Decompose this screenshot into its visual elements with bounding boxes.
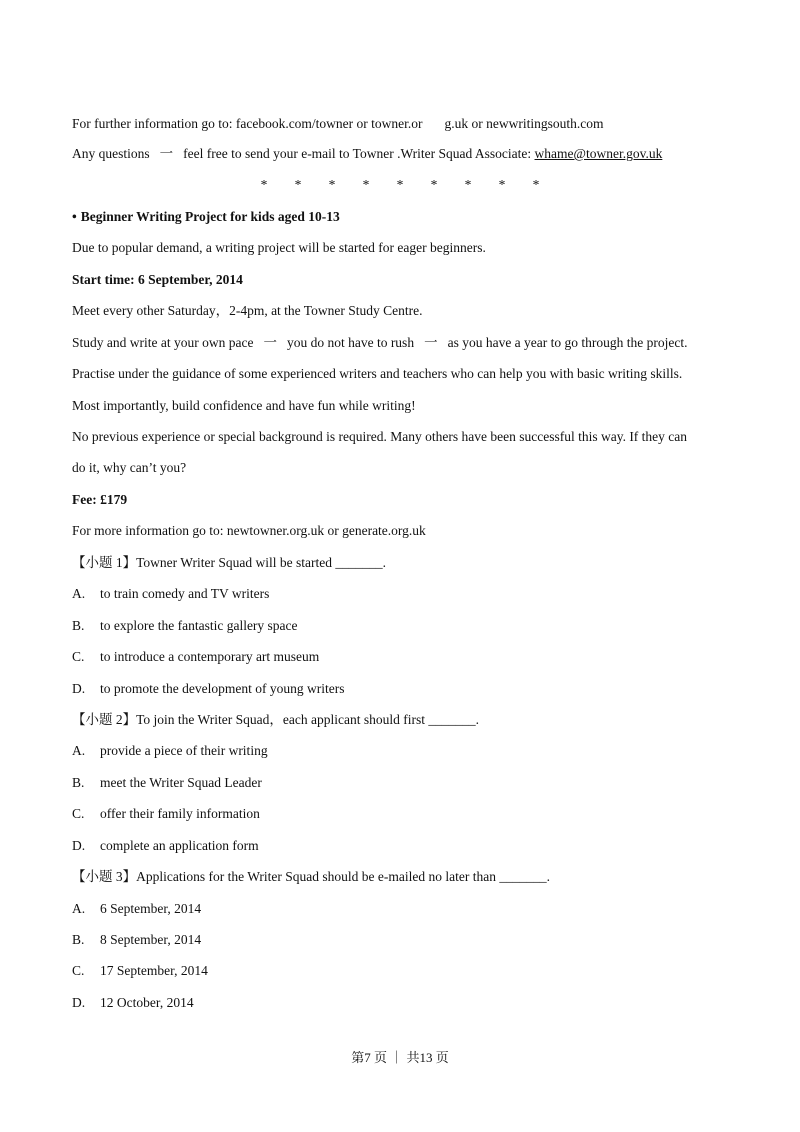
page-footer: 第7 页 ｜ 共13 页 — [351, 1050, 449, 1065]
option-letter: D. — [72, 681, 86, 696]
option-letter: B. — [72, 775, 85, 790]
option-text: 8 September, 2014 — [100, 932, 202, 947]
option-text: 6 September, 2014 — [100, 901, 202, 916]
study-text-b: you do not have to rush — [286, 335, 415, 350]
option-text: meet the Writer Squad Leader — [100, 775, 262, 790]
meet-schedule: Meet every other Saturday，2-4pm, at the Towner Study Centre. — [72, 303, 423, 318]
option-letter: C. — [72, 649, 85, 664]
option-letter: A. — [72, 586, 86, 601]
email-link[interactable]: whame@towner.gov.uk — [534, 146, 663, 161]
option-text: to promote the development of young writers — [100, 681, 345, 696]
option-letter: B. — [72, 618, 85, 633]
dash-glyph: 一 — [263, 335, 277, 350]
option-2a[interactable] — [72, 742, 268, 760]
practise-line: Practise under the guidance of some experienced writers and teachers who can help you with basic writing skills. — [72, 366, 683, 381]
question-stem-3: 【小题 3】Applications for the Writer Squad should be e-mailed no later than _______. — [72, 869, 550, 884]
option-3d[interactable] — [72, 994, 194, 1012]
beginner-title — [72, 208, 340, 226]
star: * — [328, 177, 336, 192]
star: * — [464, 177, 472, 192]
star: * — [498, 177, 506, 192]
star: * — [396, 177, 404, 192]
option-letter: A. — [72, 901, 86, 916]
importantly-line: Most importantly, build confidence and have fun while writing! — [72, 398, 416, 413]
option-text: 17 September, 2014 — [100, 963, 208, 978]
star: * — [294, 177, 302, 192]
option-text: to explore the fantastic gallery space — [100, 618, 298, 633]
option-letter: B. — [72, 932, 85, 947]
option-text: to introduce a contemporary art museum — [100, 649, 320, 664]
study-text-c: as you have a year to go through the project. — [447, 335, 688, 350]
star-separator — [0, 177, 800, 193]
star: * — [260, 177, 268, 192]
option-letter: D. — [72, 838, 86, 853]
option-3b[interactable] — [72, 931, 201, 949]
question-stem-2: 【小题 2】To join the Writer Squad，each applicant should first _______. — [72, 712, 479, 727]
option-text: offer their family information — [100, 806, 260, 821]
questions-text-b: feel free to send your e-mail to Towner .Writer Squad Associate: — [183, 146, 532, 161]
beginner-title-text: Beginner Writing Project for kids aged 10-13 — [80, 209, 340, 224]
study-text-a: Study and write at your own pace — [72, 335, 254, 350]
option-2d[interactable] — [72, 837, 259, 855]
more-info-line: For more information go to: newtowner.org.uk or generate.org.uk — [72, 523, 426, 538]
experience-line-2: do it, why can’t you? — [72, 460, 187, 475]
further-info-line — [72, 115, 604, 133]
beginner-intro: Due to popular demand, a writing project will be started for eager beginners. — [72, 240, 486, 255]
star: * — [362, 177, 370, 192]
further-info-tail: g.uk or newwritingsouth.com — [444, 116, 604, 131]
option-1d[interactable] — [72, 680, 344, 698]
option-2c[interactable] — [72, 805, 260, 823]
option-letter: C. — [72, 963, 85, 978]
dash-glyph: 一 — [159, 146, 174, 161]
star: * — [430, 177, 438, 192]
option-letter: D. — [72, 995, 86, 1010]
option-letter: C. — [72, 806, 85, 821]
further-info-text: For further information go to: facebook.com/towner or towner.or — [72, 116, 423, 131]
question-stem-1: 【小题 1】Towner Writer Squad will be started _______. — [72, 555, 386, 570]
star: * — [532, 177, 540, 192]
option-1c[interactable] — [72, 648, 319, 666]
experience-line-1: No previous experience or special background is required. Many others have been successful this way. If they can — [72, 429, 688, 444]
option-text: provide a piece of their writing — [100, 743, 268, 758]
option-text: 12 October, 2014 — [100, 995, 194, 1010]
questions-text-a: Any questions — [72, 146, 150, 161]
option-letter: A. — [72, 743, 86, 758]
option-1b[interactable] — [72, 617, 298, 635]
dash-glyph: 一 — [424, 335, 438, 350]
option-1a[interactable] — [72, 585, 269, 603]
option-2b[interactable] — [72, 774, 262, 792]
option-text: to train comedy and TV writers — [100, 586, 270, 601]
study-pace-line — [72, 334, 688, 352]
option-3c[interactable] — [72, 962, 208, 980]
questions-line — [72, 145, 662, 163]
option-3a[interactable] — [72, 900, 201, 918]
start-time: Start time: 6 September, 2014 — [72, 272, 243, 287]
fee: Fee: £179 — [72, 492, 128, 507]
option-text: complete an application form — [100, 838, 259, 853]
bullet-icon: • — [72, 209, 77, 224]
